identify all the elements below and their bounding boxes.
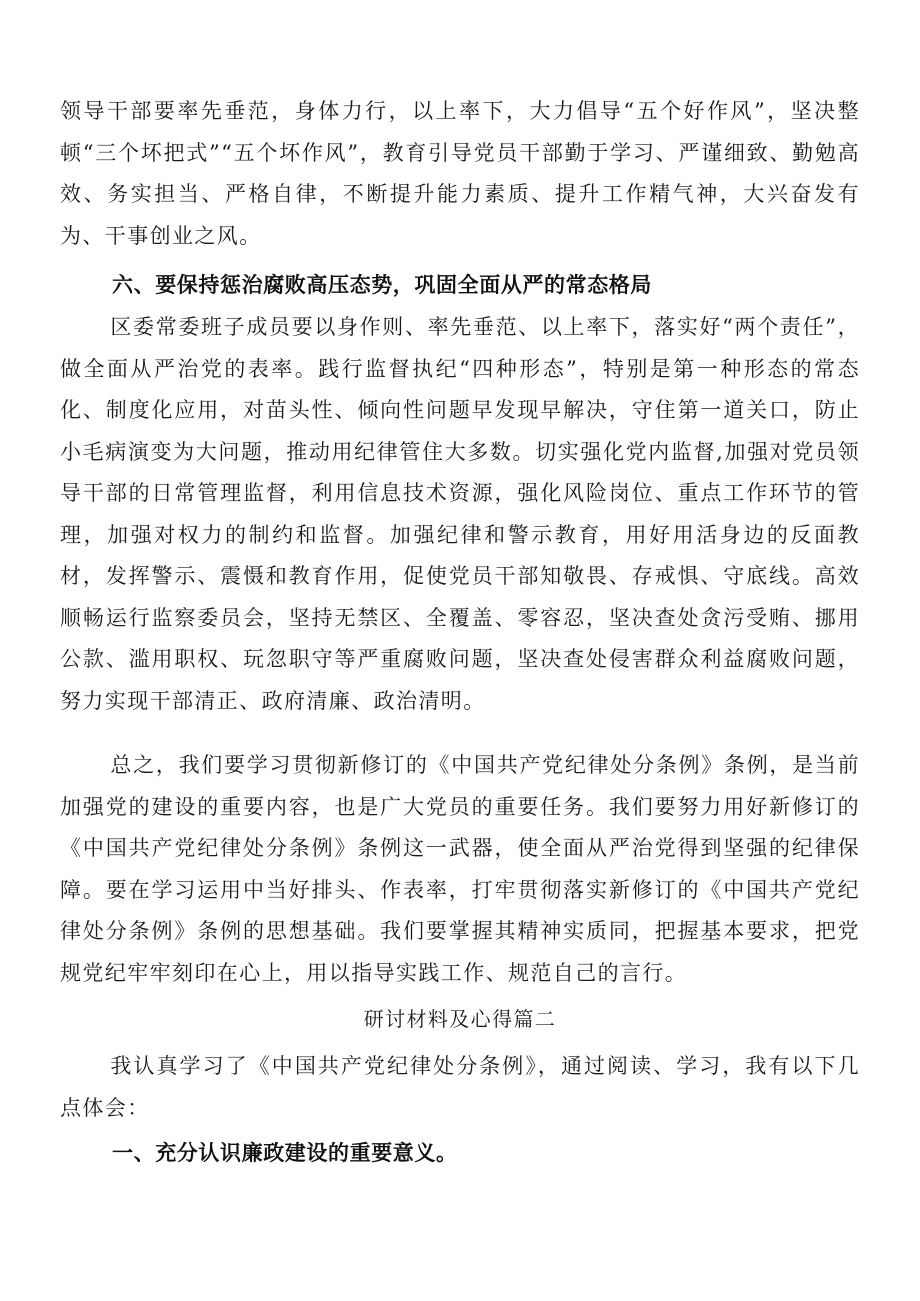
section-heading-six: 六、要保持惩治腐败高压态势，巩固全面从严的常态格局 [112, 273, 652, 297]
paragraph-anti-corruption: 区委常委班子成员要以身作则、率先垂范、以上率下，落实好“两个责任”，做全面从严治党的表率。践行监督执纪“四种形态”，特别是第一种形态的常态化、制度化应用，对苗头性、倾向性问题早发现早解决，守住第一道关口，防止小毛病演变为大问题，推动用纪律管住大多数。切实强化党内监督,加强对党员领导干部的日常管理监督，利用信息技术资源，强化风险岗位、重点工作环节的管理，加强对权力的制约和监督。加强纪律和警示教育，用好用活身边的反面教材，发挥警示、震慑和教育作用，促使党员干部知敬畏、存戒惧、守底线。高效顺畅运行监察委员会，坚持无禁区、全覆盖、零容忍，坚决查处贪污受贿、挪用公款、滥用职权、玩忽职守等严重腐败问题，坚决查处侵害群众利益腐败问题，努力实现干部清正、政府清廉、政治清明。 [60, 315, 860, 713]
paragraph-intro-part-two: 我认真学习了《中国共产党纪律处分条例》，通过阅读、学习，我有以下几点体会： [60, 1054, 860, 1120]
paragraph-conclusion: 总之，我们要学习贯彻新修订的《中国共产党纪律处分条例》条例，是当前加强党的建设的重要内容，也是广大党员的重要任务。我们要努力用好新修订的《中国共产党纪律处分条例》条例这一武器，使全面从严治党得到坚强的纪律保障。要在学习运用中当好排头、作表率，打牢贯彻落实新修订的《中国共产党纪律处分条例》条例的思想基础。我们要掌握其精神实质同，把握基本要求，把党规党纪牢牢刻印在心上，用以指导实践工作、规范自己的言行。 [60, 753, 860, 985]
section-heading-one: 一、充分认识廉政建设的重要意义。 [112, 1141, 458, 1165]
section-title-part-two: 研讨材料及心得篇二 [363, 1007, 557, 1031]
paragraph-work-style: 领导干部要率先垂范，身体力行，以上率下，大力倡导“五个好作风”，坚决整顿“三个坏把式”“五个坏作风”，教育引导党员干部勤于学习、严谨细致、勤勉高效、务实担当、严格自律，不断提升能力素质、提升工作精气神，大兴奋发有为、干事创业之风。 [60, 99, 860, 248]
